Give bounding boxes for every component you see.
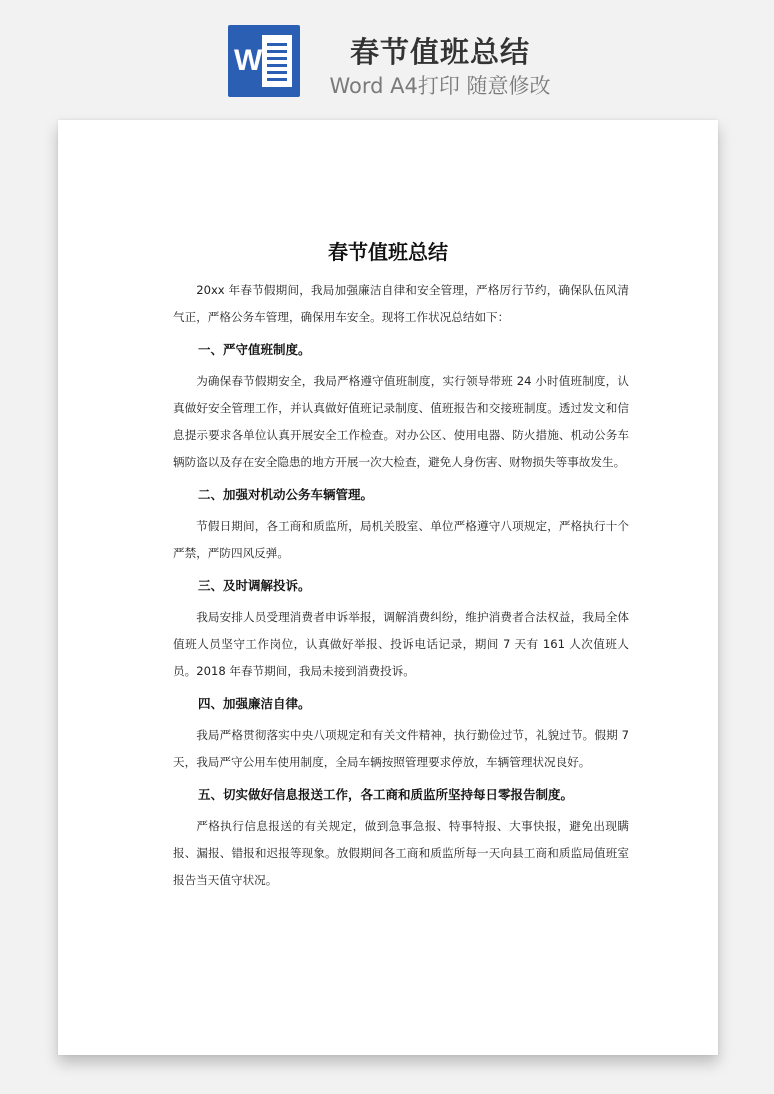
document-body bbox=[173, 277, 629, 899]
word-logo-letter: W bbox=[234, 44, 263, 77]
banner-subtitle: Word A4打印 随意修改 bbox=[329, 74, 551, 98]
word-document-icon bbox=[228, 25, 300, 97]
section-body-2: 节假日期间，各工商和质监所，局机关股室、单位严格遵守八项规定，严格执行十个严禁，严防四风反弹。 bbox=[173, 519, 629, 560]
section-body-3: 我局安排人员受理消费者申诉举报，调解消费纠纷，维护消费者合法权益，我局全体值班人员坚守工作岗位，认真做好举报、投诉电话记录，期间 7 天有 161 人次值班人员。2018 年春节期间，我局未接到消费投诉。 bbox=[173, 610, 629, 678]
section-body-5: 严格执行信息报送的有关规定，做到急事急报、特事特报、大事快报，避免出现瞒报、漏报、错报和迟报等现象。放假期间各工商和质监所每一天向县工商和质监局值班室报告当天值守状况。 bbox=[173, 819, 629, 887]
section-heading-3: 三、及时调解投诉。 bbox=[198, 578, 311, 593]
section-heading-4: 四、加强廉洁自律。 bbox=[198, 696, 311, 711]
document-page bbox=[58, 120, 718, 1055]
intro-paragraph: 20xx 年春节假期间，我局加强廉洁自律和安全管理，严格厉行节约，确保队伍风清气正，严格公务车管理，确保用车安全。现将工作状况总结如下： bbox=[173, 283, 629, 324]
section-heading-1: 一、严守值班制度。 bbox=[198, 342, 311, 357]
banner bbox=[0, 0, 774, 110]
document-title: 春节值班总结 bbox=[328, 240, 448, 264]
section-heading-5: 五、切实做好信息报送工作，各工商和质监所坚持每日零报告制度。 bbox=[198, 787, 574, 802]
banner-title: 春节值班总结 bbox=[349, 35, 530, 69]
section-body-1: 为确保春节假期安全，我局严格遵守值班制度，实行领导带班 24 小时值班制度，认真做好安全管理工作，并认真做好值班记录制度、值班报告和交接班制度。透过发文和信息提示要求各单位认真开展安全工作检查。对办公区、使用电器、防火措施、机动公务车辆防盗以及存在安全隐患的地方开展一次大检查，避免人身伤害、财物损失等事故发生。 bbox=[173, 374, 629, 469]
section-body-4: 我局严格贯彻落实中央八项规定和有关文件精神，执行勤俭过节，礼貌过节。假期 7 天，我局严守公用车使用制度，全局车辆按照管理要求停放，车辆管理状况良好。 bbox=[173, 728, 629, 769]
section-heading-2: 二、加强对机动公务车辆管理。 bbox=[198, 487, 374, 502]
